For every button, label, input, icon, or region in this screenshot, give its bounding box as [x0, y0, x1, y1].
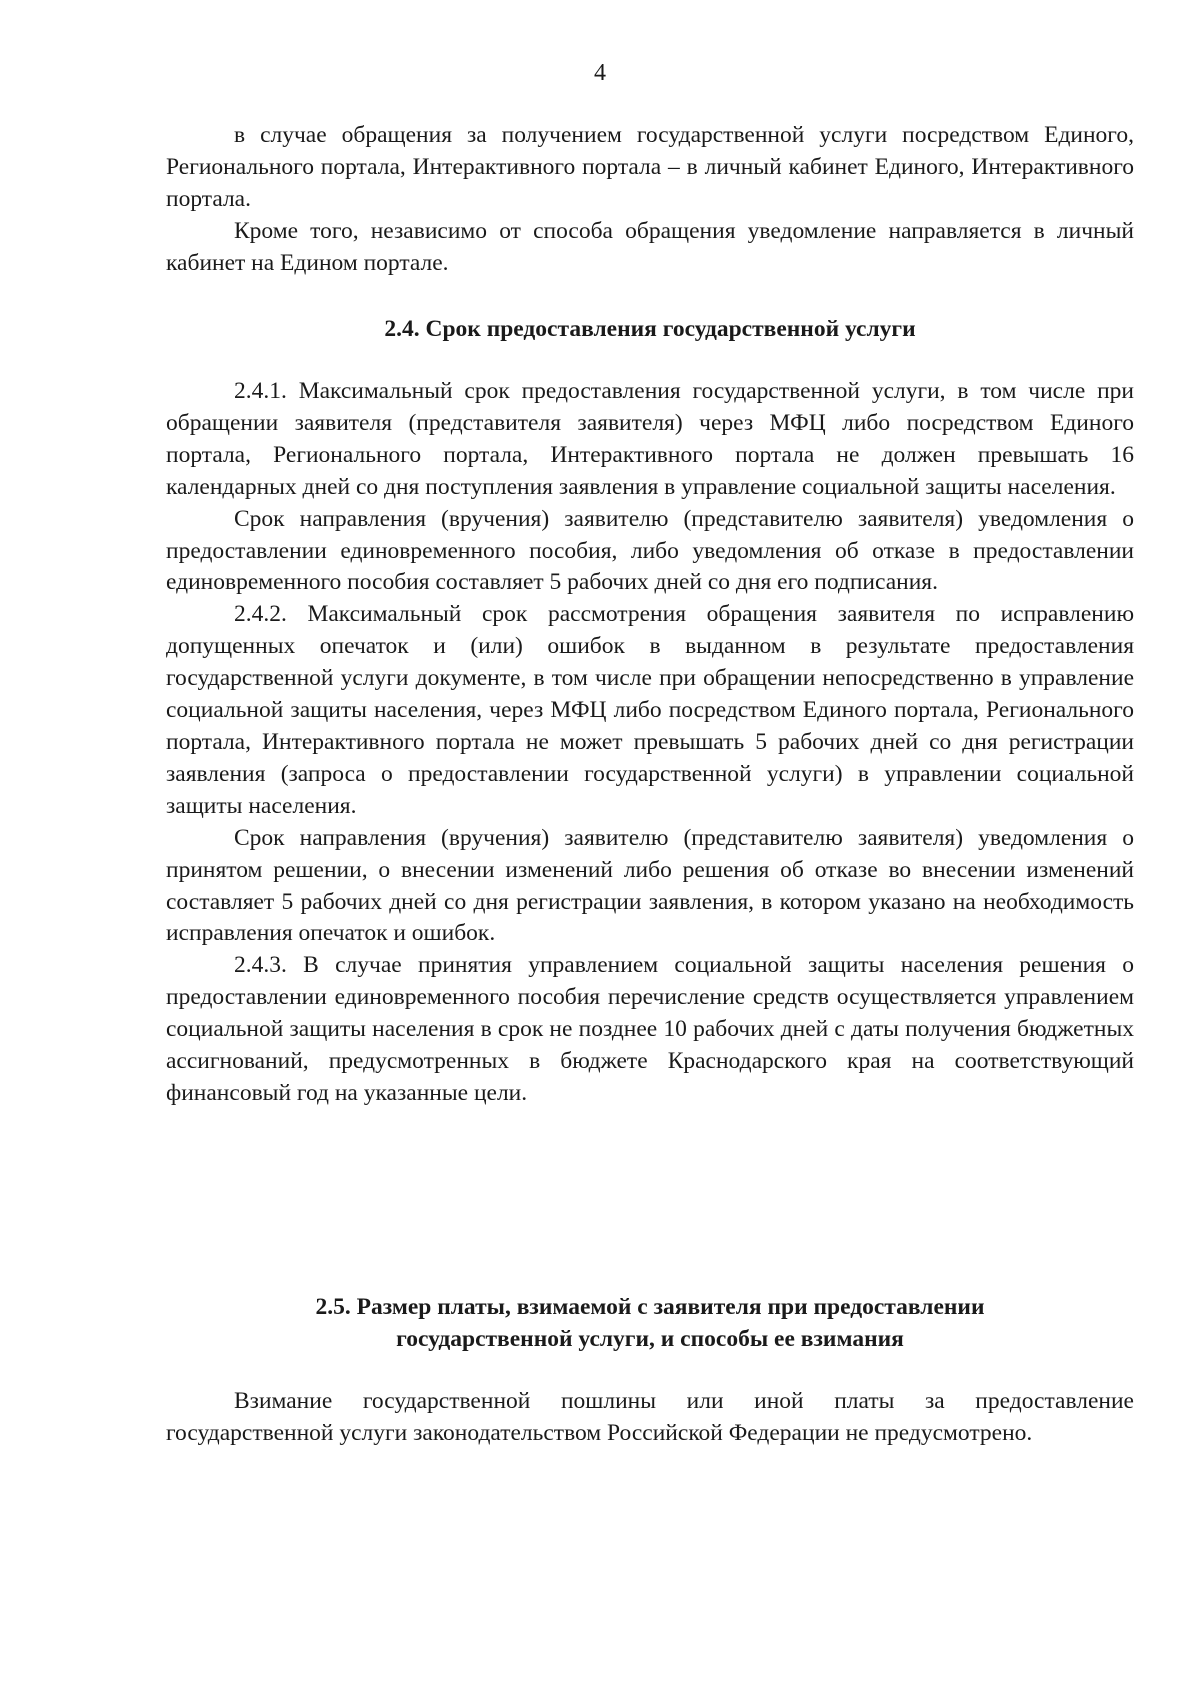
paragraph: 2.4.2. Максимальный срок рассмотрения обращения заявителя по исправлению допущенных опечаток и (или) ошибок в выданном в результате предоставления государственной услуги документе, в том числе при обращении непосредственно в управление социальной защиты населения, через МФЦ либо посредством Единого портала, Регионального портала, Интерактивного портала не может превышать 5 рабочих дней со дня регистрации заявления (запроса о предоставлении государственной услуги) в управлении социальной защиты населения. — [166, 601, 1134, 819]
section-body-2-4 — [166, 376, 1134, 1110]
page-number: 4 — [594, 60, 606, 86]
paragraph: Срок направления (вручения) заявителю (представителю заявителя) уведомления о предоставлении единовременного пособия, либо уведомления об отказе в предоставлении единовременного пособия составляет 5 рабочих дней со дня его подписания. — [166, 505, 1134, 596]
section-heading-line: государственной услуги, и способы ее взимания — [396, 1325, 904, 1352]
section-heading-2-4: 2.4. Срок предоставления государственной услуги — [384, 316, 916, 342]
intro-text — [166, 120, 1134, 280]
section-heading-line: 2.5. Размер платы, взимаемой с заявителя при предоставлении — [315, 1294, 985, 1320]
paragraph: Срок направления (вручения) заявителю (представителю заявителя) уведомления о принятом решении, о внесении изменений либо решения об отказе во внесении изменений составляет 5 рабочих дней со дня регистрации заявления, в котором указано на необходимость исправления опечаток и ошибок. — [166, 824, 1134, 947]
section-heading-2-5 — [166, 1292, 1134, 1356]
section-body-2-5 — [166, 1386, 1134, 1450]
paragraph: 2.4.3. В случае принятия управлением социальной защиты населения решения о предоставлении единовременного пособия перечисление средств осуществляется управлением социальной защиты населения в срок не позднее 10 рабочих дней с даты получения бюджетных ассигнований, предусмотренных в бюджете Краснодарского края на соответствующий финансовый год на указанные цели. — [166, 952, 1134, 1106]
paragraph: в случае обращения за получением государственной услуги посредством Единого, Регионального портала, Интерактивного портала – в личный кабинет Единого, Интерактивного портала. — [166, 122, 1134, 212]
paragraph: Взимание государственной пошлины или иной платы за предоставление государственной услуги законодательством Российской Федерации не предусмотрено. — [166, 1388, 1134, 1446]
paragraph: Кроме того, независимо от способа обращения уведомление направляется в личный кабинет на Едином портале. — [166, 217, 1134, 276]
paragraph: 2.4.1. Максимальный срок предоставления государственной услуги, в том числе при обращении заявителя (представителя заявителя) через МФЦ либо посредством Единого портала, Регионального портала, Интерактивного портала не должен превышать 16 календарных дней со дня поступления заявления в управление социальной защиты населения. — [166, 378, 1134, 500]
